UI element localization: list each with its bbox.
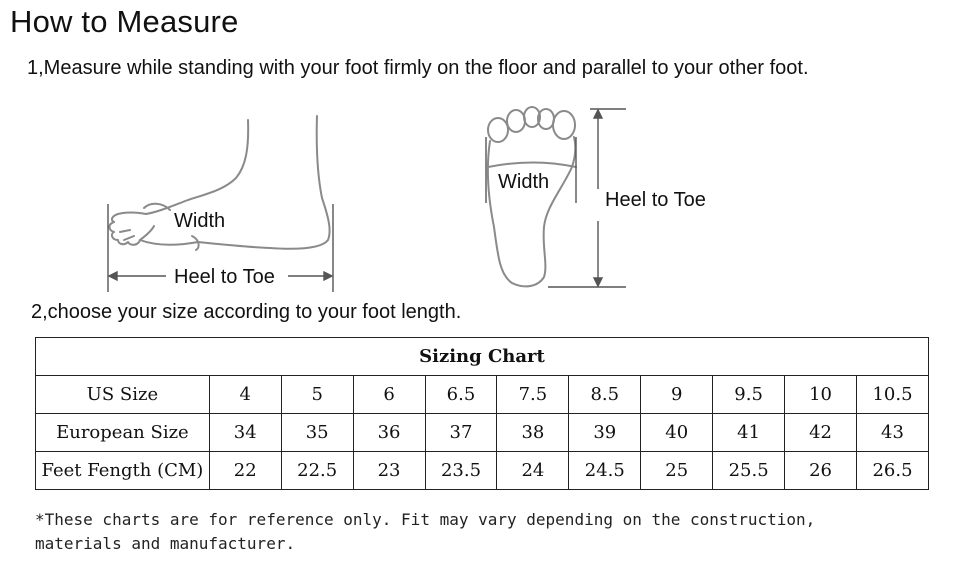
table-cell: 37 [425, 414, 497, 452]
table-cell: 25 [641, 452, 713, 490]
table-cell: 23.5 [425, 452, 497, 490]
reference-footnote [35, 508, 895, 556]
table-cell: 43 [856, 414, 928, 452]
table-cell: 40 [641, 414, 713, 452]
page-title: How to Measure [10, 4, 239, 39]
measure-instruction: 1,Measure while standing with your foot firmly on the floor and parallel to your other foot. [27, 57, 809, 79]
table-cell: 42 [785, 414, 857, 452]
size-instruction: 2,choose your size according to your foot length. [31, 301, 462, 323]
table-cell: 36 [353, 414, 425, 452]
table-cell: 35 [281, 414, 353, 452]
table-cell: 7.5 [497, 376, 569, 414]
table-cell: 6.5 [425, 376, 497, 414]
footnote-line-1: *These charts are for reference only. Fit may vary depending on the construction, [35, 510, 816, 529]
table-cell: 10 [785, 376, 857, 414]
table-cell: 22.5 [281, 452, 353, 490]
table-cell: 6 [353, 376, 425, 414]
table-cell: 34 [209, 414, 281, 452]
table-cell: 8.5 [569, 376, 641, 414]
sizing-chart-title: Sizing Chart [36, 338, 929, 376]
table-cell: 5 [281, 376, 353, 414]
table-cell: 24.5 [569, 452, 641, 490]
table-cell: 4 [209, 376, 281, 414]
table-cell: 38 [497, 414, 569, 452]
top-view-width-label: Width [498, 171, 550, 193]
sizing-chart-table [35, 337, 929, 490]
table-cell: 9.5 [713, 376, 785, 414]
table-cell: 10.5 [856, 376, 928, 414]
row-label-european-size: European Size [36, 414, 210, 452]
row-label-feet-length: Feet Fength (CM) [36, 452, 210, 490]
side-view-heel-to-toe-label: Heel to Toe [174, 266, 275, 288]
row-label-us-size: US Size [36, 376, 210, 414]
side-view-width-label: Width [174, 210, 226, 232]
table-cell: 25.5 [713, 452, 785, 490]
table-cell: 41 [713, 414, 785, 452]
table-cell: 9 [641, 376, 713, 414]
table-cell: 23 [353, 452, 425, 490]
table-row-feet-length [36, 452, 929, 490]
table-cell: 26.5 [856, 452, 928, 490]
table-cell: 26 [785, 452, 857, 490]
footnote-line-2: materials and manufacturer. [35, 534, 296, 553]
top-view-heel-to-toe-label: Heel to Toe [605, 189, 706, 211]
table-row-us-size [36, 376, 929, 414]
table-row-european-size [36, 414, 929, 452]
table-cell: 22 [209, 452, 281, 490]
table-cell: 24 [497, 452, 569, 490]
table-cell: 39 [569, 414, 641, 452]
